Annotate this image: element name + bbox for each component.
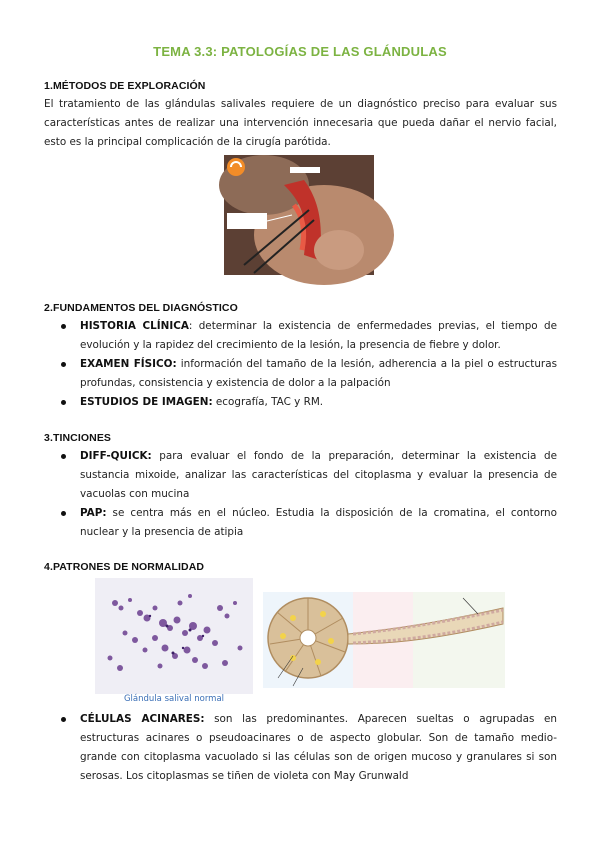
item-term: DIFF-QUICK: — [80, 450, 152, 462]
item-text: para evaluar el fondo de la preparación, determinar la existencia de sustancia mixoide, analizar las características del citoplasma y evaluar la presencia de vacuolas con mucina — [80, 450, 557, 500]
item-text: se centra más en el núcleo. Estudia la disposición de la cromatina, el contorno nuclear y la presencia de atipia — [80, 507, 557, 538]
section-heading-3: 3.TINCIONES — [44, 432, 112, 444]
surgery-photo — [224, 155, 374, 275]
section-heading-4: 4.PATRONES DE NORMALIDAD — [44, 561, 205, 573]
list-item — [44, 317, 557, 355]
normal-patterns-list — [44, 710, 557, 786]
section-1-paragraph: El tratamiento de las glándulas salivales requiere de un diagnóstico preciso para evaluar sus características antes de realizar una intervención innecesaria que pueda dañar el nervio facial, esto es la principal complicación de la cirugía parótida. — [44, 98, 557, 148]
item-term: ESTUDIOS DE IMAGEN: — [80, 396, 213, 408]
item-text: información del tamaño de la lesión, adherencia a la piel o estructuras profundas, consistencia y existencia de dolor a la palpación — [80, 358, 557, 389]
item-term: PAP: — [80, 507, 107, 519]
list-item — [44, 504, 557, 542]
item-text: ecografía, TAC y RM. — [212, 396, 324, 408]
list-item — [44, 393, 557, 412]
list-item — [44, 355, 557, 393]
section-heading-2: 2.FUNDAMENTOS DEL DIAGNÓSTICO — [44, 302, 238, 314]
section-heading-1: 1.MÉTODOS DE EXPLORACIÓN — [44, 80, 206, 92]
image-caption: Glándula salival normal — [123, 694, 225, 704]
list-item — [44, 710, 557, 786]
histology-image — [95, 578, 253, 704]
stains-list — [44, 447, 557, 542]
diagnosis-list — [44, 317, 557, 412]
item-text: son las predominantes. Aparecen sueltas o agrupadas en estructuras acinares o pseudoacinares o de aspecto globular. Son de tamaño medio-grande con citoplasma vacuolado si las células son de origen mucoso y granulares si son serosas. Los citoplasmas se tiñen de violeta con May Grunwald — [80, 713, 557, 782]
item-term: HISTORIA CLÍNICA — [80, 320, 189, 332]
acinus-diagram — [263, 586, 505, 694]
list-item — [44, 447, 557, 504]
page-title: TEMA 3.3: PATOLOGÍAS DE LAS GLÁNDULAS — [153, 44, 447, 59]
item-text: : determinar la existencia de enfermedades previas, el tiempo de evolución y la rapidez del crecimiento de la lesión, la presencia de fiebre y dolor. — [80, 320, 557, 351]
item-term: EXAMEN FÍSICO: — [80, 358, 177, 370]
item-term: CÉLULAS ACINARES: — [80, 713, 205, 725]
